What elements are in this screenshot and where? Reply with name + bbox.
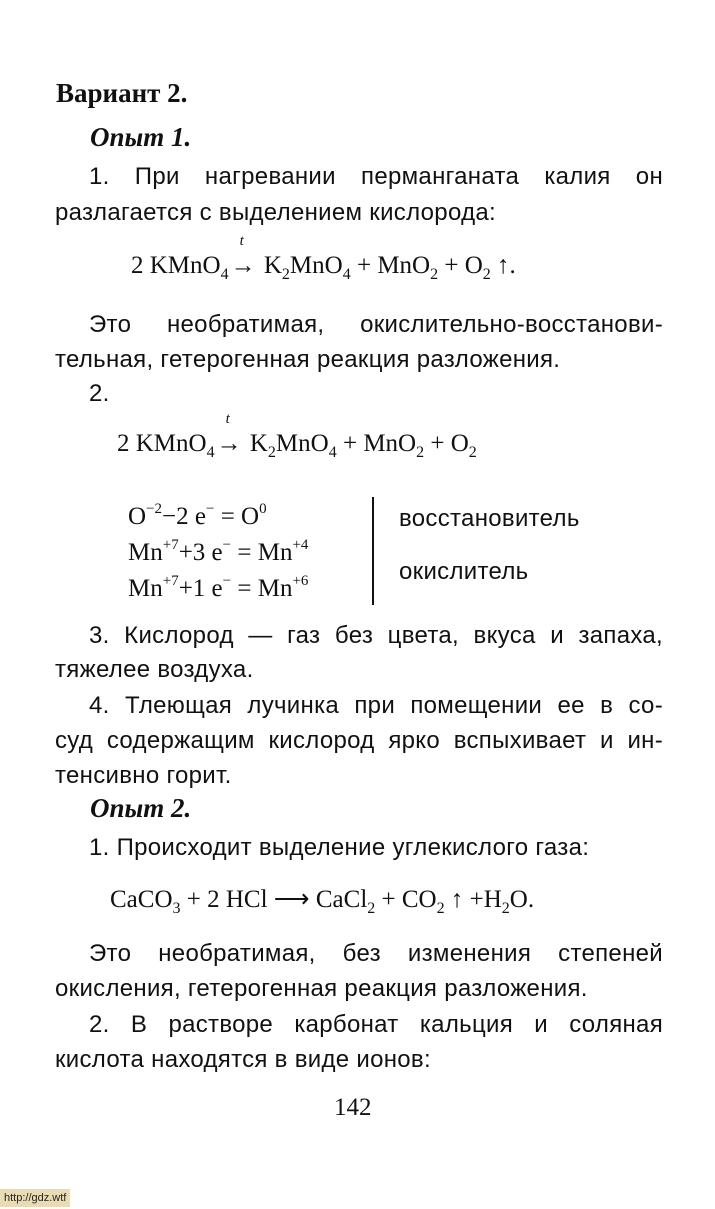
eq1-product-2-sub: 2 — [430, 266, 439, 283]
balance-3-result-charge: +6 — [292, 573, 309, 589]
heat-symbol: t — [239, 233, 244, 249]
eq1-product-3: O — [464, 252, 483, 279]
eq2-product-3-sub: 2 — [468, 444, 477, 461]
eq2-product-2-sub: 2 — [416, 444, 425, 461]
balance-1-element: O — [128, 503, 147, 530]
eq1-product-1-sub: 2 — [281, 266, 290, 283]
balance-1-result-charge: 0 — [259, 501, 267, 517]
eq1-reactant: KMnO — [149, 252, 221, 279]
eq1-product-1b: MnO — [289, 252, 343, 279]
balance-2-result: = Mn — [231, 539, 293, 566]
balance-2-element: Mn — [128, 539, 163, 566]
equation-kmno4-decomposition: 2 KMnO$_4$ t → $K_2MnO_4 + MnO_2 + O_2$ ↑. — [131, 233, 516, 283]
eq3-caco3-sub: 3 — [172, 900, 181, 917]
eq2-product-1-sub: 2 — [267, 444, 276, 461]
balance-3-result: = Mn — [231, 575, 293, 602]
heat-arrow-2: t → — [216, 411, 242, 457]
role-reducer: восстановитель — [399, 505, 580, 532]
balance-1-result: = O — [214, 503, 260, 530]
exp2-paragraph-3-line-1: 2. В растворе карбонат кальция и соляная — [89, 1011, 663, 1038]
balance-row-oxygen — [128, 503, 267, 531]
eq2-product-2: MnO — [363, 430, 417, 457]
balance-2-result-charge: +4 — [292, 537, 309, 553]
equation-kmno4-2: 2 KMnO$_4$ t → $K_2MnO_4 + MnO_2 + O_2$ — [117, 411, 477, 461]
eq2-coef: 2 — [117, 430, 130, 457]
eq1-product-1: K — [263, 252, 282, 279]
balance-2-electron-sign: − — [222, 537, 232, 553]
watermark-link[interactable]: http://gdz.wtf — [0, 1189, 70, 1207]
eq2-reactant-sub: 4 — [206, 444, 215, 461]
eq3-cacl2-sub: 2 — [367, 900, 376, 917]
eq2-product-3: O — [450, 430, 469, 457]
page-number: 142 — [334, 1094, 372, 1121]
variant-heading: Вариант 2. — [56, 78, 188, 108]
balance-3-element: Mn — [128, 575, 163, 602]
experiment-2-title: Опыт 2. — [90, 793, 192, 823]
exp1-paragraph-3-line-2: тяжелее воздуха. — [55, 656, 254, 683]
balance-2-charge: +7 — [162, 537, 179, 553]
balance-divider — [372, 497, 374, 605]
exp1-paragraph-1-line-2: разлагается с выделением кислорода: — [55, 199, 496, 226]
exp2-paragraph-2-line-2: окисления, гетерогенная реакция разложения. — [55, 975, 588, 1002]
exp1-paragraph-2-line-1: Это необратимая, окислительно-восстанови- — [89, 311, 663, 338]
balance-row-mn-4 — [128, 539, 308, 567]
exp1-paragraph-3-line-1: 3. Кислород — газ без цвета, вкуса и запаха, — [89, 622, 663, 649]
reaction-arrow: ⟶ — [273, 886, 310, 913]
eq3-h2o-sub: 2 — [501, 900, 510, 917]
equation-caco3-hcl — [110, 884, 535, 917]
balance-1-electron-sign: − — [205, 501, 215, 517]
eq3-hcl: + 2 HCl — [186, 886, 268, 913]
eq3-h2o: ↑ +H — [450, 886, 502, 913]
eq1-reactant-sub: 4 — [220, 266, 229, 283]
balance-1-electrons: −2 e — [162, 503, 206, 530]
eq2-product-1b-sub: 4 — [328, 444, 337, 461]
exp1-paragraph-2-line-2: тельная, гетерогенная реакция разложения. — [55, 346, 561, 373]
exp1-paragraph-4-line-3: тенсивно горит. — [55, 762, 232, 789]
eq3-co2: + CO — [381, 886, 437, 913]
eq2-reactant: KMnO — [135, 430, 207, 457]
exp1-item-2: 2. — [89, 380, 110, 407]
balance-1-charge: −2 — [146, 501, 163, 517]
balance-3-electrons: +1 e — [178, 575, 223, 602]
exp2-paragraph-1: 1. Происходит выделение углекислого газа: — [89, 834, 590, 861]
gas-arrow: ↑. — [497, 252, 516, 279]
heat-symbol-2: t — [225, 411, 230, 427]
eq2-product-1b: MnO — [275, 430, 329, 457]
eq1-product-1b-sub: 4 — [342, 266, 351, 283]
exp2-paragraph-3-line-2: кислота находятся в виде ионов: — [55, 1046, 431, 1073]
exp1-paragraph-4-line-1: 4. Тлеющая лучинка при помещении ее в со- — [89, 692, 663, 719]
eq1-product-3-sub: 2 — [482, 266, 491, 283]
eq3-cacl2: CaCl — [315, 886, 368, 913]
eq3-co2-sub: 2 — [436, 900, 445, 917]
experiment-1-title: Опыт 1. — [90, 122, 192, 152]
exp1-paragraph-4-line-2: суд содержащим кислород ярко вспыхивает и ин- — [55, 727, 663, 754]
balance-row-mn-6 — [128, 575, 308, 603]
balance-3-charge: +7 — [162, 573, 179, 589]
exp2-paragraph-2-line-1: Это необратимая, без изменения степеней — [89, 940, 663, 967]
role-oxidizer: окислитель — [399, 558, 529, 585]
eq1-product-2: MnO — [377, 252, 431, 279]
eq3-caco3: CaCO — [110, 886, 173, 913]
eq1-coef: 2 — [131, 252, 144, 279]
heat-arrow: t → — [230, 233, 256, 279]
balance-2-electrons: +3 e — [178, 539, 223, 566]
eq3-h2o-tail: O. — [509, 886, 535, 913]
eq2-product-1: K — [249, 430, 268, 457]
exp1-paragraph-1-line-1: 1. При нагревании перманганата калия он — [89, 163, 663, 190]
balance-3-electron-sign: − — [222, 573, 232, 589]
